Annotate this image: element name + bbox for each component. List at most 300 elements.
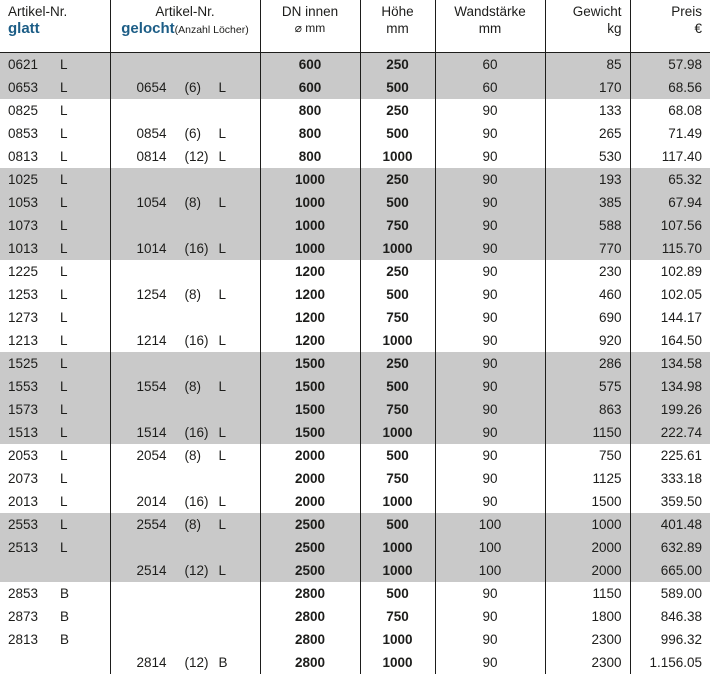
cell-dn-innen xyxy=(260,375,360,398)
cell-preis xyxy=(630,421,710,444)
artikel-glatt-suffix: B xyxy=(60,582,78,605)
cell-preis xyxy=(630,651,710,674)
artikel-gelocht-number: 1254 xyxy=(137,283,185,306)
gewicht-value: 1125 xyxy=(554,467,622,490)
cell-dn-innen xyxy=(260,260,360,283)
preis-value: 589.00 xyxy=(639,582,703,605)
table-row xyxy=(0,145,710,168)
artikel-glatt-suffix: L xyxy=(60,260,78,283)
cell-artikel-glatt xyxy=(0,99,110,122)
preis-value: 1.156.05 xyxy=(639,651,703,674)
artikel-glatt-number: 0853 xyxy=(8,122,60,145)
artikel-gelocht-loecher: (8) xyxy=(185,513,219,536)
cell-artikel-glatt xyxy=(0,582,110,605)
artikel-gelocht-number: 2514 xyxy=(137,559,185,582)
cell-artikel-glatt xyxy=(0,444,110,467)
dn-innen-value: 800 xyxy=(269,99,352,122)
cell-dn-innen xyxy=(260,122,360,145)
cell-dn-innen xyxy=(260,329,360,352)
cell-artikel-gelocht xyxy=(110,628,260,651)
wandstaerke-value: 90 xyxy=(444,145,537,168)
wandstaerke-value: 90 xyxy=(444,582,537,605)
table-row xyxy=(0,122,710,145)
cell-preis xyxy=(630,283,710,306)
preis-value: 333.18 xyxy=(639,467,703,490)
cell-wandstaerke xyxy=(435,605,545,628)
cell-dn-innen xyxy=(260,444,360,467)
cell-preis xyxy=(630,398,710,421)
cell-gewicht xyxy=(545,76,630,99)
wandstaerke-value: 90 xyxy=(444,605,537,628)
preis-value: 102.05 xyxy=(639,283,703,306)
table-row xyxy=(0,605,710,628)
artikel-glatt-suffix: L xyxy=(60,513,78,536)
cell-dn-innen xyxy=(260,352,360,375)
cell-artikel-glatt xyxy=(0,122,110,145)
artikel-gelocht-number: 1054 xyxy=(137,191,185,214)
preis-value: 134.58 xyxy=(639,352,703,375)
artikel-glatt-number: 1573 xyxy=(8,398,60,421)
cell-wandstaerke xyxy=(435,53,545,77)
cell-dn-innen xyxy=(260,582,360,605)
cell-artikel-gelocht xyxy=(110,260,260,283)
gewicht-value: 575 xyxy=(554,375,622,398)
cell-artikel-gelocht xyxy=(110,559,260,582)
artikel-glatt-suffix: L xyxy=(60,99,78,122)
cell-wandstaerke xyxy=(435,421,545,444)
artikel-gelocht-suffix: L xyxy=(219,237,233,260)
cell-wandstaerke xyxy=(435,444,545,467)
wandstaerke-value: 90 xyxy=(444,329,537,352)
column-header-gelocht-line2: gelocht xyxy=(121,20,174,37)
artikel-glatt-suffix: L xyxy=(60,76,78,99)
wandstaerke-value: 60 xyxy=(444,76,537,99)
table-row xyxy=(0,559,710,582)
cell-preis xyxy=(630,375,710,398)
hoehe-value: 1000 xyxy=(369,421,427,444)
preis-value: 71.49 xyxy=(639,122,703,145)
cell-wandstaerke xyxy=(435,306,545,329)
column-header-wandstaerke-line1: Wandstärke xyxy=(444,4,537,20)
hoehe-value: 1000 xyxy=(369,329,427,352)
preis-value: 225.61 xyxy=(639,444,703,467)
artikel-gelocht-loecher: (16) xyxy=(185,490,219,513)
cell-preis xyxy=(630,582,710,605)
artikel-gelocht-loecher: (16) xyxy=(185,421,219,444)
artikel-glatt-suffix: L xyxy=(60,352,78,375)
preis-value: 359.50 xyxy=(639,490,703,513)
wandstaerke-value: 90 xyxy=(444,375,537,398)
cell-dn-innen xyxy=(260,53,360,77)
cell-wandstaerke xyxy=(435,145,545,168)
column-header-dn-line2: ⌀ mm xyxy=(269,20,352,37)
cell-gewicht xyxy=(545,582,630,605)
cell-gewicht xyxy=(545,283,630,306)
cell-preis xyxy=(630,467,710,490)
gewicht-value: 750 xyxy=(554,444,622,467)
preis-value: 134.98 xyxy=(639,375,703,398)
column-header-gelocht-line1: Artikel-Nr. xyxy=(119,4,252,20)
cell-artikel-gelocht xyxy=(110,375,260,398)
artikel-gelocht-number: 2814 xyxy=(137,651,185,674)
artikel-glatt-number: 1013 xyxy=(8,237,60,260)
wandstaerke-value: 90 xyxy=(444,421,537,444)
artikel-gelocht-suffix: L xyxy=(219,145,233,168)
cell-artikel-gelocht xyxy=(110,352,260,375)
table-row xyxy=(0,306,710,329)
cell-gewicht xyxy=(545,145,630,168)
gewicht-value: 2000 xyxy=(554,559,622,582)
cell-artikel-gelocht xyxy=(110,168,260,191)
artikel-glatt-suffix: L xyxy=(60,145,78,168)
cell-hoehe xyxy=(360,260,435,283)
hoehe-value: 750 xyxy=(369,398,427,421)
cell-gewicht xyxy=(545,191,630,214)
cell-artikel-glatt xyxy=(0,467,110,490)
cell-artikel-glatt xyxy=(0,214,110,237)
table-row xyxy=(0,260,710,283)
artikel-glatt-suffix: L xyxy=(60,536,78,559)
cell-preis xyxy=(630,191,710,214)
cell-hoehe xyxy=(360,122,435,145)
artikel-glatt-number: 2553 xyxy=(8,513,60,536)
cell-artikel-gelocht xyxy=(110,444,260,467)
gewicht-value: 2300 xyxy=(554,651,622,674)
artikel-glatt-number: 1553 xyxy=(8,375,60,398)
cell-dn-innen xyxy=(260,283,360,306)
wandstaerke-value: 90 xyxy=(444,283,537,306)
preis-value: 222.74 xyxy=(639,421,703,444)
cell-gewicht xyxy=(545,99,630,122)
cell-artikel-glatt xyxy=(0,237,110,260)
cell-wandstaerke xyxy=(435,191,545,214)
cell-artikel-glatt xyxy=(0,605,110,628)
cell-artikel-gelocht xyxy=(110,421,260,444)
hoehe-value: 750 xyxy=(369,214,427,237)
artikel-glatt-number: 1053 xyxy=(8,191,60,214)
wandstaerke-value: 100 xyxy=(444,536,537,559)
table-row xyxy=(0,283,710,306)
cell-wandstaerke xyxy=(435,352,545,375)
artikel-glatt-number: 1225 xyxy=(8,260,60,283)
cell-preis xyxy=(630,76,710,99)
dn-innen-value: 2800 xyxy=(269,628,352,651)
artikel-gelocht-number: 2554 xyxy=(137,513,185,536)
artikel-gelocht-number: 0854 xyxy=(137,122,185,145)
preis-value: 117.40 xyxy=(639,145,703,168)
artikel-gelocht-suffix: L xyxy=(219,513,233,536)
cell-wandstaerke xyxy=(435,237,545,260)
cell-artikel-gelocht xyxy=(110,398,260,421)
artikel-glatt-number: 2073 xyxy=(8,467,60,490)
cell-wandstaerke xyxy=(435,628,545,651)
cell-artikel-gelocht xyxy=(110,306,260,329)
cell-preis xyxy=(630,214,710,237)
artikel-glatt-suffix: L xyxy=(60,490,78,513)
gewicht-value: 460 xyxy=(554,283,622,306)
cell-wandstaerke xyxy=(435,513,545,536)
table-row xyxy=(0,76,710,99)
cell-dn-innen xyxy=(260,168,360,191)
cell-artikel-gelocht xyxy=(110,536,260,559)
artikel-glatt-suffix: L xyxy=(60,214,78,237)
artikel-glatt-suffix: L xyxy=(60,306,78,329)
cell-gewicht xyxy=(545,559,630,582)
table-row xyxy=(0,99,710,122)
cell-preis xyxy=(630,559,710,582)
cell-gewicht xyxy=(545,306,630,329)
column-header-gelocht-note: (Anzahl Löcher) xyxy=(175,24,249,36)
hoehe-value: 250 xyxy=(369,168,427,191)
cell-wandstaerke xyxy=(435,467,545,490)
wandstaerke-value: 90 xyxy=(444,237,537,260)
cell-gewicht xyxy=(545,122,630,145)
cell-hoehe xyxy=(360,352,435,375)
cell-hoehe xyxy=(360,628,435,651)
cell-artikel-glatt xyxy=(0,260,110,283)
column-header-glatt xyxy=(0,0,110,53)
cell-preis xyxy=(630,260,710,283)
artikel-gelocht-suffix: L xyxy=(219,122,233,145)
cell-hoehe xyxy=(360,582,435,605)
gewicht-value: 530 xyxy=(554,145,622,168)
cell-preis xyxy=(630,237,710,260)
cell-artikel-gelocht xyxy=(110,53,260,77)
gewicht-value: 133 xyxy=(554,99,622,122)
cell-hoehe xyxy=(360,467,435,490)
cell-artikel-glatt xyxy=(0,536,110,559)
artikel-glatt-number: 0621 xyxy=(8,53,60,76)
gewicht-value: 770 xyxy=(554,237,622,260)
cell-dn-innen xyxy=(260,237,360,260)
dn-innen-value: 600 xyxy=(269,53,352,76)
artikel-glatt-number: 2813 xyxy=(8,628,60,651)
column-header-dn xyxy=(260,0,360,53)
hoehe-value: 500 xyxy=(369,444,427,467)
table-row xyxy=(0,352,710,375)
cell-dn-innen xyxy=(260,191,360,214)
preis-value: 199.26 xyxy=(639,398,703,421)
hoehe-value: 1000 xyxy=(369,559,427,582)
artikel-gelocht-number: 1214 xyxy=(137,329,185,352)
column-header-hoehe xyxy=(360,0,435,53)
dn-innen-value: 2000 xyxy=(269,444,352,467)
table-row xyxy=(0,513,710,536)
column-header-glatt-line1: Artikel-Nr. xyxy=(8,4,102,20)
table-row xyxy=(0,237,710,260)
wandstaerke-value: 100 xyxy=(444,513,537,536)
artikel-glatt-suffix: L xyxy=(60,53,78,76)
dn-innen-value: 2800 xyxy=(269,605,352,628)
artikel-gelocht-number: 1514 xyxy=(137,421,185,444)
hoehe-value: 500 xyxy=(369,76,427,99)
table-row xyxy=(0,628,710,651)
column-header-gewicht xyxy=(545,0,630,53)
cell-hoehe xyxy=(360,145,435,168)
artikel-glatt-suffix: L xyxy=(60,191,78,214)
artikel-gelocht-suffix: L xyxy=(219,76,233,99)
artikel-glatt-suffix: L xyxy=(60,375,78,398)
gewicht-value: 920 xyxy=(554,329,622,352)
cell-preis xyxy=(630,536,710,559)
cell-preis xyxy=(630,145,710,168)
dn-innen-value: 800 xyxy=(269,122,352,145)
cell-artikel-gelocht xyxy=(110,122,260,145)
cell-hoehe xyxy=(360,168,435,191)
artikel-gelocht-suffix: L xyxy=(219,283,233,306)
dn-innen-value: 600 xyxy=(269,76,352,99)
dn-innen-value: 2800 xyxy=(269,582,352,605)
column-header-dn-line1: DN innen xyxy=(269,4,352,20)
dn-innen-value: 1500 xyxy=(269,421,352,444)
preis-value: 846.38 xyxy=(639,605,703,628)
artikel-gelocht-number: 0814 xyxy=(137,145,185,168)
cell-preis xyxy=(630,99,710,122)
column-header-glatt-line2: glatt xyxy=(8,20,102,37)
cell-dn-innen xyxy=(260,605,360,628)
column-header-preis xyxy=(630,0,710,53)
hoehe-value: 250 xyxy=(369,260,427,283)
cell-hoehe xyxy=(360,398,435,421)
column-header-hoehe-line1: Höhe xyxy=(369,4,427,20)
hoehe-value: 1000 xyxy=(369,490,427,513)
artikel-gelocht-loecher: (6) xyxy=(185,76,219,99)
preis-value: 67.94 xyxy=(639,191,703,214)
gewicht-value: 1500 xyxy=(554,490,622,513)
table-header xyxy=(0,0,710,53)
artikel-glatt-suffix: B xyxy=(60,605,78,628)
gewicht-value: 588 xyxy=(554,214,622,237)
artikel-gelocht-loecher: (8) xyxy=(185,444,219,467)
wandstaerke-value: 90 xyxy=(444,352,537,375)
cell-artikel-glatt xyxy=(0,306,110,329)
preis-value: 115.70 xyxy=(639,237,703,260)
gewicht-value: 690 xyxy=(554,306,622,329)
preis-value: 632.89 xyxy=(639,536,703,559)
artikel-gelocht-number: 1554 xyxy=(137,375,185,398)
cell-hoehe xyxy=(360,513,435,536)
cell-dn-innen xyxy=(260,467,360,490)
cell-dn-innen xyxy=(260,145,360,168)
cell-gewicht xyxy=(545,214,630,237)
table-row xyxy=(0,53,710,77)
artikel-gelocht-loecher: (12) xyxy=(185,559,219,582)
cell-artikel-glatt xyxy=(0,375,110,398)
preis-value: 665.00 xyxy=(639,559,703,582)
artikel-glatt-suffix: L xyxy=(60,168,78,191)
artikel-glatt-number: 0825 xyxy=(8,99,60,122)
cell-hoehe xyxy=(360,605,435,628)
cell-dn-innen xyxy=(260,536,360,559)
column-header-hoehe-line2: mm xyxy=(369,20,427,37)
dn-innen-value: 2000 xyxy=(269,467,352,490)
preis-value: 68.08 xyxy=(639,99,703,122)
cell-wandstaerke xyxy=(435,214,545,237)
wandstaerke-value: 90 xyxy=(444,260,537,283)
artikel-gelocht-loecher: (12) xyxy=(185,651,219,674)
column-header-gewicht-line2: kg xyxy=(554,20,622,37)
cell-hoehe xyxy=(360,306,435,329)
cell-dn-innen xyxy=(260,651,360,674)
cell-wandstaerke xyxy=(435,76,545,99)
wandstaerke-value: 90 xyxy=(444,628,537,651)
cell-artikel-glatt xyxy=(0,168,110,191)
dn-innen-value: 1000 xyxy=(269,168,352,191)
artikel-glatt-suffix: L xyxy=(60,329,78,352)
dn-innen-value: 2500 xyxy=(269,536,352,559)
hoehe-value: 750 xyxy=(369,306,427,329)
preis-value: 996.32 xyxy=(639,628,703,651)
table-row xyxy=(0,375,710,398)
table-row xyxy=(0,444,710,467)
cell-artikel-glatt xyxy=(0,53,110,77)
cell-preis xyxy=(630,513,710,536)
hoehe-value: 1000 xyxy=(369,237,427,260)
preis-value: 102.89 xyxy=(639,260,703,283)
hoehe-value: 500 xyxy=(369,582,427,605)
gewicht-value: 265 xyxy=(554,122,622,145)
hoehe-value: 1000 xyxy=(369,651,427,674)
wandstaerke-value: 100 xyxy=(444,559,537,582)
hoehe-value: 250 xyxy=(369,53,427,76)
hoehe-value: 750 xyxy=(369,467,427,490)
cell-artikel-glatt xyxy=(0,559,110,582)
cell-artikel-gelocht xyxy=(110,76,260,99)
table-row xyxy=(0,490,710,513)
cell-artikel-glatt xyxy=(0,628,110,651)
cell-dn-innen xyxy=(260,490,360,513)
gewicht-value: 1150 xyxy=(554,421,622,444)
preis-value: 65.32 xyxy=(639,168,703,191)
dn-innen-value: 1500 xyxy=(269,375,352,398)
cell-artikel-glatt xyxy=(0,283,110,306)
wandstaerke-value: 90 xyxy=(444,467,537,490)
wandstaerke-value: 60 xyxy=(444,53,537,76)
cell-artikel-gelocht xyxy=(110,651,260,674)
wandstaerke-value: 90 xyxy=(444,398,537,421)
cell-hoehe xyxy=(360,53,435,77)
cell-hoehe xyxy=(360,536,435,559)
cell-dn-innen xyxy=(260,398,360,421)
artikel-glatt-number: 1253 xyxy=(8,283,60,306)
artikel-glatt-suffix: L xyxy=(60,421,78,444)
artikel-glatt-suffix: L xyxy=(60,237,78,260)
cell-dn-innen xyxy=(260,421,360,444)
cell-preis xyxy=(630,490,710,513)
hoehe-value: 1000 xyxy=(369,145,427,168)
artikel-glatt-suffix: L xyxy=(60,283,78,306)
cell-gewicht xyxy=(545,329,630,352)
cell-wandstaerke xyxy=(435,490,545,513)
gewicht-value: 170 xyxy=(554,76,622,99)
dn-innen-value: 1200 xyxy=(269,283,352,306)
cell-preis xyxy=(630,122,710,145)
wandstaerke-value: 90 xyxy=(444,191,537,214)
artikel-gelocht-loecher: (8) xyxy=(185,191,219,214)
cell-artikel-glatt xyxy=(0,352,110,375)
cell-artikel-glatt xyxy=(0,651,110,674)
cell-hoehe xyxy=(360,421,435,444)
preis-value: 68.56 xyxy=(639,76,703,99)
artikel-glatt-suffix: L xyxy=(60,444,78,467)
artikel-gelocht-suffix: L xyxy=(219,559,233,582)
cell-gewicht xyxy=(545,398,630,421)
cell-dn-innen xyxy=(260,628,360,651)
cell-gewicht xyxy=(545,352,630,375)
table-row xyxy=(0,421,710,444)
cell-gewicht xyxy=(545,513,630,536)
cell-wandstaerke xyxy=(435,99,545,122)
